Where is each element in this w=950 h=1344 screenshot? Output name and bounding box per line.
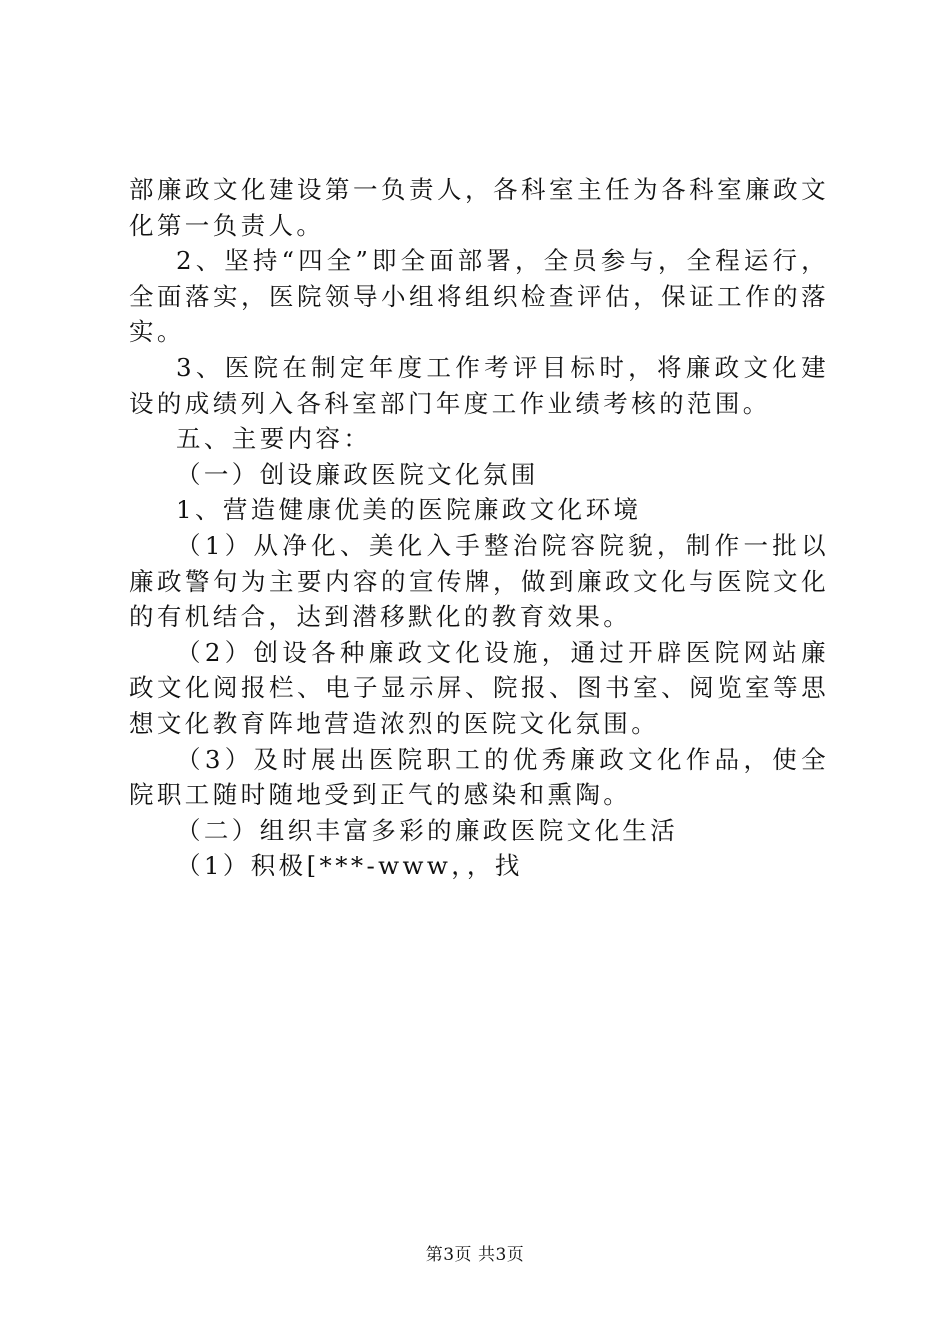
paragraph-item-2: 2、坚持“四全”即全面部署，全员参与，全程运行，全面落实，医院领导小组将组织检查评估，保证工作的落实。 bbox=[129, 246, 829, 347]
paragraph-item-3: 3、医院在制定年度工作考评目标时，将廉政文化建设的成绩列入各科室部门年度工作业绩考核的范围。 bbox=[129, 352, 829, 418]
paragraph-point-1: 1、营造健康优美的医院廉政文化环境 bbox=[176, 495, 642, 525]
section-heading-main-content: 五、主要内容： bbox=[176, 424, 372, 454]
page-footer: 第3页 共3页 bbox=[425, 1245, 525, 1265]
subsection-heading-1: （一）创设廉政医院文化氛围 bbox=[176, 459, 539, 489]
paragraph-subpoint-1: （1）从净化、美化入手整治院容院貌，制作一批以廉政警句为主要内容的宣传牌，做到廉政文化与医院文化的有机结合，达到潜移默化的教育效果。 bbox=[129, 530, 829, 632]
subsection-heading-2: （二）组织丰富多彩的廉政医院文化生活 bbox=[176, 815, 679, 845]
paragraph-subpoint-2: （2）创设各种廉政文化设施，通过开辟医院网站廉政文化阅报栏、电子显示屏、院报、图书室、阅览室等思想文化教育阵地营造浓烈的医院文化氛围。 bbox=[129, 637, 829, 738]
paragraph-continuation: 部廉政文化建设第一负责人，各科室主任为各科室廉政文化第一负责人。 bbox=[129, 175, 829, 240]
paragraph-subpoint-3: （3）及时展出医院职工的优秀廉政文化作品，使全院职工随时随地受到正气的感染和熏陶。 bbox=[129, 744, 829, 810]
paragraph-truncated: （1）积极[***-www，，找 bbox=[176, 851, 523, 881]
document-body bbox=[129, 172, 829, 884]
